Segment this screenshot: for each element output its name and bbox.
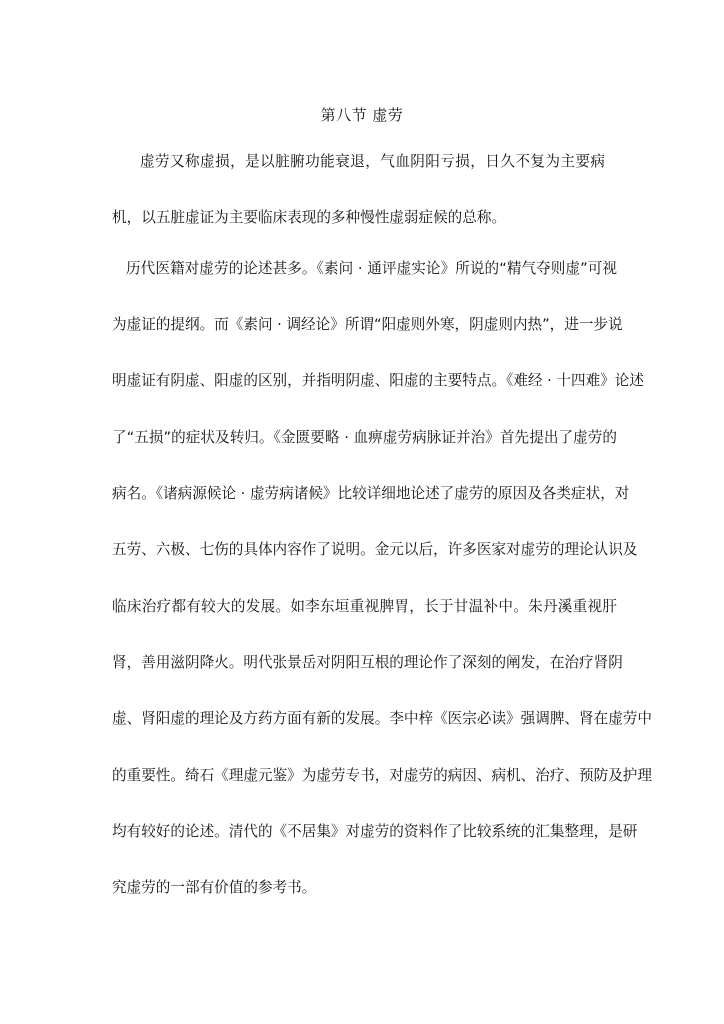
text-line: 均有较好的论述。清代的《不居集》对虚劳的资料作了比较系统的汇集整理，是研 [112,823,638,840]
text-line: 究虚劳的一部有价值的参考书。 [112,879,317,896]
text-line: 虚、肾阳虚的理论及方药方面有新的发展。李中梓《医宗必读》强调脾、肾在虚劳中 [112,710,652,727]
text-line: 历代医籍对虚劳的论述甚多。《素问 · 通评虚实论》所说的“精气夺则虚”可视 [126,260,617,277]
text-line: 了“五损”的症状及转归。《金匮要略 · 血痹虚劳病脉证并治》首先提出了虚劳的 [112,429,617,446]
text-line: 虚劳又称虚损，是以脏腑功能衰退，气血阴阳亏损，日久不复为主要病 [140,153,605,170]
text-line: 明虚证有阴虚、阳虚的区别，并指明阴虚、阳虚的主要特点。《难经 · 十四难》论述 [112,372,644,389]
text-line: 的重要性。绮石《理虚元鉴》为虚劳专书，对虚劳的病因、病机、治疗、预防及护理 [112,767,652,784]
text-line: 五劳、六极、七伤的具体内容作了说明。金元以后，许多医家对虚劳的理论认识及 [112,541,638,558]
text-line: 为虚证的提纲。而《素问 · 调经论》所谓“阳虚则外寒，阴虚则内热”，进一步说 [112,316,623,333]
text-line: 机，以五脏虚证为主要临床表现的多种慢性虚弱症候的总称。 [112,209,507,226]
section-title: 第八节 虚劳 [320,106,404,124]
text-line: 临床治疗都有较大的发展。如李东垣重视脾胃，长于甘温补中。朱丹溪重视肝 [112,598,617,615]
text-line: 病名。《诸病源候论 · 虚劳病诸候》比较详细地论述了虚劳的原因及各类症状，对 [112,485,630,502]
text-line: 肾，善用滋阴降火。明代张景岳对阴阳互根的理论作了深刻的阐发，在治疗肾阴 [112,654,623,671]
